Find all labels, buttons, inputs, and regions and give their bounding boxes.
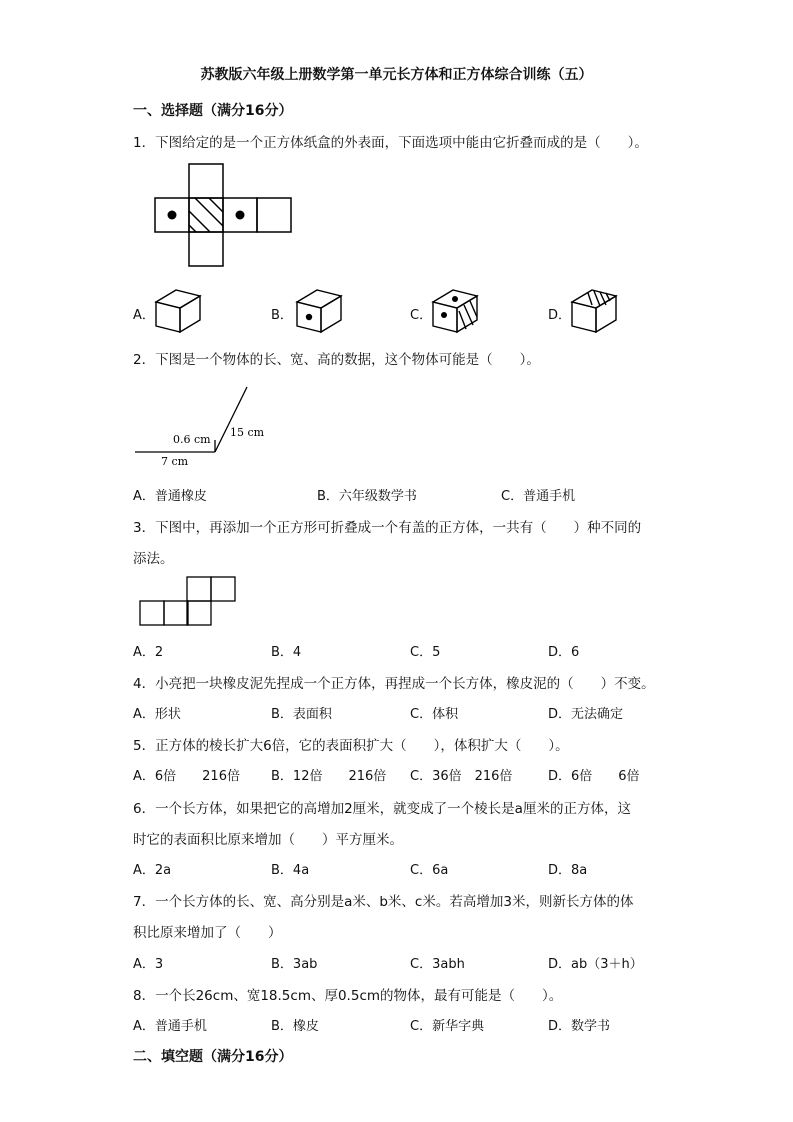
question-7-text: 7．一个长方体的长、宽、高分别是a米、b米、c米。若高增加3米，则新长方体的体 [133,894,634,910]
question-2-text: 2．下图是一个物体的长、宽、高的数据，这个物体可能是（ ）。 [133,352,540,368]
q5-option-d: D．6倍 6倍 [548,769,640,784]
question-5-text: 5．正方体的棱长扩大6倍，它的表面积扩大（ ），体积扩大（ ）。 [133,738,569,754]
q1-option-b-label: B． [271,308,293,323]
q1-option-a-label: A． [133,308,155,323]
q1-option-d-label: D． [548,308,572,323]
q4-option-d: D．无法确定 [548,707,624,722]
question-7-text-continued: 积比原来增加了（ ） [133,925,282,941]
q5-option-c: C．36倍 216倍 [410,769,513,784]
question-8-text: 8．一个长26cm、宽18.5cm、厚0.5cm的物体，最有可能是（ ）。 [133,988,563,1004]
q1-option-b-cube [295,287,345,335]
section-heading-choice: 一、选择题（满分16分） [133,103,293,119]
q7-option-c: C．3abh [410,957,465,972]
q1-option-c-cube [431,287,481,335]
q8-option-b: B．橡皮 [271,1019,319,1034]
q2-option-a: A．普通橡皮 [133,489,207,504]
question-6-text: 6．一个长方体，如果把它的高增加2厘米，就变成了一个棱长是a厘米的正方体，这 [133,801,631,817]
question-4-text: 4．小亮把一块橡皮泥先捏成一个正方体，再捏成一个长方体，橡皮泥的（ ）不变。 [133,676,655,692]
q4-option-a: A．形状 [133,707,181,722]
cube-net-figure [153,163,293,273]
q6-option-b: B．4a [271,863,310,878]
q5-option-a: A．6倍 216倍 [133,769,240,784]
label-width: 15 cm [230,426,265,439]
label-length: 7 cm [161,455,189,468]
q7-option-d: D．ab（3＋h） [548,957,643,972]
question-1-text: 1．下图给定的是一个正方体纸盒的外表面，下面选项中能由它折叠而成的是（ ）。 [133,135,648,151]
q3-option-d: D．6 [548,645,580,660]
q4-option-c: C．体积 [410,707,459,722]
label-thickness: 0.6 cm [173,433,211,446]
q1-option-c-label: C． [410,308,433,323]
dimensions-figure [133,380,283,470]
q5-option-b: B．12倍 216倍 [271,769,387,784]
q6-option-c: C．6a [410,863,449,878]
q8-option-c: C．新华字典 [410,1019,485,1034]
question-6-text-continued: 时它的表面积比原来增加（ ）平方厘米。 [133,832,403,848]
q6-option-a: A．2a [133,863,172,878]
q2-option-c: C．普通手机 [501,489,576,504]
q2-option-b: B．六年级数学书 [317,489,417,504]
q3-option-a: A．2 [133,645,164,660]
question-3-text-continued: 添法。 [133,551,174,567]
q6-option-d: D．8a [548,863,588,878]
q7-option-a: A．3 [133,957,164,972]
section-heading-fill: 二、填空题（满分16分） [133,1049,293,1065]
q1-option-a-cube [154,287,204,335]
square-net-figure [139,576,239,628]
question-3-text: 3．下图中，再添加一个正方形可折叠成一个有盖的正方体，一共有（ ）种不同的 [133,520,642,536]
q8-option-a: A．普通手机 [133,1019,207,1034]
page-title: 苏教版六年级上册数学第一单元长方体和正方体综合训练（五） [200,67,593,83]
q8-option-d: D．数学书 [548,1019,611,1034]
q3-option-b: B．4 [271,645,302,660]
q4-option-b: B．表面积 [271,707,332,722]
q3-option-c: C．5 [410,645,441,660]
q7-option-b: B．3ab [271,957,318,972]
q1-option-d-cube [570,287,620,335]
